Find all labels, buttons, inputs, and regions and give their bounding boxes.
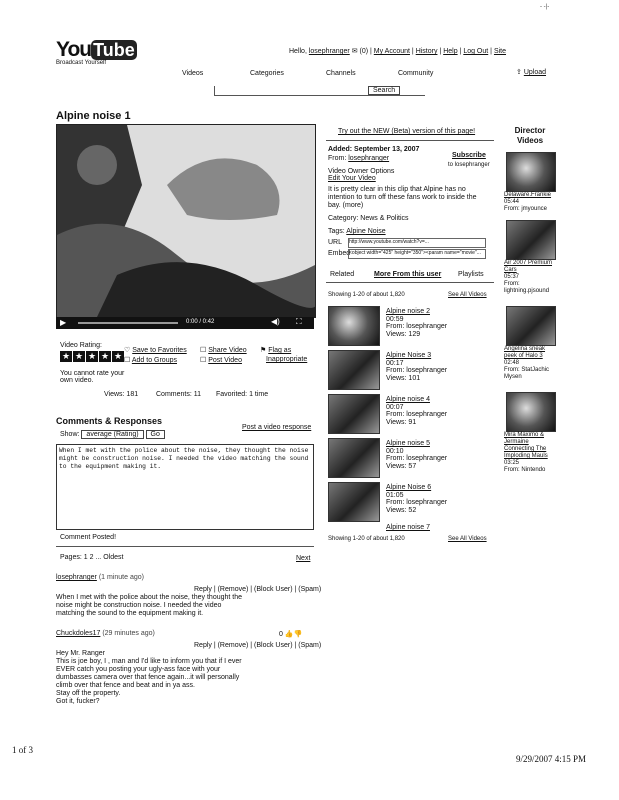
player-controls (56, 317, 314, 329)
tab-playlists[interactable]: Playlists (458, 271, 484, 278)
rating-note: You cannot rate your own video. (60, 370, 125, 384)
list-item: Angelina sneak peek of Halo 3 02:48 From: StatJachic Mysen (504, 346, 556, 381)
nav-videos[interactable]: Videos (182, 70, 204, 77)
next-link[interactable]: Next (296, 555, 311, 562)
comment-author[interactable]: losephranger (56, 574, 97, 581)
nav-community[interactable]: Community (398, 70, 434, 77)
star-icon[interactable]: ★ (61, 351, 71, 361)
related-title[interactable]: Alpine noise 5 (386, 440, 430, 447)
director-video-title[interactable]: Mira Maximo & Jermaine Connecting The Imploding Mauls (504, 432, 548, 459)
subscribe-to: to losephranger (448, 162, 490, 168)
show-select[interactable]: average (Rating) (81, 430, 143, 439)
post-response-link[interactable]: Post a video response (242, 424, 312, 431)
youtube-logo[interactable] (56, 38, 137, 66)
embed-field[interactable]: <object width="425" height="350"><param name="movie"... (348, 249, 486, 259)
new-version-link[interactable]: Try out the NEW (Beta) version of this page! (338, 128, 476, 135)
nav-channels[interactable]: Channels (326, 70, 356, 77)
video-description: It is pretty clear in this clip that Alpine has no intention to turn off these fans work to inside the bay. (more) (328, 186, 477, 209)
save-favorites-link[interactable]: ♡ Save to Favorites (124, 347, 187, 354)
post-icon: ☐ (200, 357, 207, 364)
comment-author[interactable]: Chuckdoles17 (56, 630, 101, 637)
list-item: Alpine noise 4 00:07 From: losephranger Views: 91 (386, 396, 448, 426)
upload-link[interactable] (516, 68, 546, 76)
comment-body: Hey Mr. Ranger This is joe boy, I , man and I'd like to inform you that if I ever EVER catch you posting your ugly-ass face with your dumbasses camera over that fence again...it will personally climb over that fence and beat and in ya ass. Stay off the property. Got it, fucker? (56, 650, 242, 705)
favorited-count: Favorited: 1 time (216, 391, 269, 398)
share-video-link[interactable]: ☐ Share Video (200, 347, 247, 354)
edit-video-link[interactable]: Edit Your Video (328, 175, 376, 182)
category: Category: News & Politics (328, 215, 409, 222)
related-title[interactable]: Alpine noise 7 (386, 524, 430, 531)
thumbs-icon[interactable]: 👍👎 (284, 631, 303, 638)
my-account-link[interactable]: My Account (373, 48, 410, 55)
username-link[interactable]: losephranger (308, 48, 350, 55)
embed-label: Embed (328, 250, 351, 257)
mail-icon[interactable]: ✉ (0) (351, 48, 369, 55)
search-button[interactable]: Search (368, 86, 400, 95)
comment-header (56, 574, 144, 581)
comment-posted-text: Comment Posted! (60, 534, 117, 541)
post-video-link[interactable]: ☐ Post Video (200, 357, 242, 364)
from-user-link[interactable]: losephranger (348, 155, 390, 162)
video-player[interactable] (56, 124, 316, 318)
comments-heading: Comments & Responses (56, 416, 163, 426)
subscribe-button[interactable]: Subscribe (452, 152, 486, 159)
star-icon[interactable]: ★ (100, 351, 110, 361)
star-icon[interactable]: ★ (74, 351, 84, 361)
comment-body: When I met with the police about the noise, they thought the noise might be construction noise. I needed the video matching the sound to the equipment making it. (56, 594, 243, 617)
show-filter (60, 431, 165, 438)
director-video-title[interactable]: Angelina sneak peek of Halo 3 (504, 346, 546, 359)
video-thumbnail[interactable] (328, 438, 380, 478)
related-title[interactable]: Alpine noise 2 (386, 308, 430, 315)
comment-age: (1 minute ago) (98, 574, 144, 581)
divider (56, 546, 314, 547)
history-link[interactable]: History (415, 48, 438, 55)
logo-tube: Tube (93, 40, 135, 60)
list-item: Alpine noise 5 00:10 From: losephranger Views: 57 (386, 440, 448, 470)
video-thumbnail[interactable] (328, 306, 380, 346)
related-footer-showing: Showing 1-20 of about 1,820 (328, 536, 405, 542)
divider (326, 140, 494, 141)
director-video-title[interactable]: Air 2007 Premium Cars (504, 260, 553, 273)
tag-link[interactable]: Alpine Noise (346, 228, 386, 235)
inappropriate-link[interactable]: Inappropriate (266, 356, 308, 363)
see-all-videos-footer-link[interactable]: See All Videos (448, 536, 487, 542)
logo-you: You (56, 38, 92, 61)
related-tabs (326, 268, 494, 283)
logo-tagline: Broadcast Yourself (56, 60, 107, 66)
comment-actions[interactable]: Reply | (Remove) | (Block User) | (Spam) (194, 586, 322, 593)
comment-age: (29 minutes ago) (102, 630, 155, 637)
see-all-videos-link[interactable]: See All Videos (448, 292, 487, 298)
heart-icon: ♡ (124, 347, 131, 354)
video-frame-image (57, 125, 315, 317)
director-heading: Director Videos (514, 126, 546, 145)
page-number: 1 of 3 (12, 745, 33, 755)
progress-bar[interactable] (78, 322, 178, 324)
list-item: Alpine Noise 3 00:17 From: losephranger Views: 101 (386, 352, 448, 382)
video-title: Alpine noise 1 (56, 110, 131, 122)
views-count: Views: 181 (104, 391, 139, 398)
greeting: Hello, (289, 48, 307, 55)
tags: Tags: Alpine Noise (328, 228, 386, 235)
fullscreen-icon[interactable]: ⛶ (296, 317, 302, 326)
star-icon[interactable]: ★ (113, 351, 123, 361)
rating-label: Video Rating: (60, 342, 102, 349)
add-groups-link[interactable]: ☐ Add to Groups (124, 357, 177, 364)
list-item (386, 524, 430, 532)
director-video-title[interactable]: Delaware.Frankie (504, 192, 552, 198)
video-thumbnail[interactable] (506, 392, 556, 432)
url-field[interactable]: http://www.youtube.com/watch?v=... (348, 238, 486, 248)
owner-options: Video Owner Options (328, 168, 395, 175)
video-thumbnail[interactable] (328, 394, 380, 434)
play-icon[interactable]: ▶ (60, 318, 67, 327)
flag-icon: ⚑ (260, 347, 267, 354)
related-title[interactable]: Alpine Noise 6 (386, 484, 432, 491)
logout-link[interactable]: Log Out (463, 48, 489, 55)
star-icon[interactable]: ★ (87, 351, 97, 361)
list-item: Delaware.Frankie 05:44 From: jmyounce (504, 192, 556, 213)
star-rating[interactable] (60, 351, 125, 362)
video-thumbnail[interactable] (328, 482, 380, 522)
video-thumbnail[interactable] (506, 220, 556, 260)
list-item: Alpine noise 2 00:59 From: losephranger Views: 129 (386, 308, 448, 338)
page-corner-mark: - -|- (540, 4, 550, 10)
list-item: Air 2007 Premium Cars 05:37 From: lightning.pjsound (504, 260, 556, 295)
list-item: Mira Maximo & Jermaine Connecting The Imploding Mauls 03:25 From: Nintendo (504, 432, 556, 474)
video-thumbnail[interactable] (506, 306, 556, 346)
volume-icon[interactable]: ◀) (271, 317, 280, 326)
time-display: 0:00 / 0:42 (186, 319, 215, 325)
from-line: From: losephranger (328, 155, 390, 162)
related-title[interactable]: Alpine noise 4 (386, 396, 430, 403)
go-button[interactable]: Go (146, 430, 165, 439)
nav-categories[interactable]: Categories (250, 70, 284, 77)
url-label: URL (328, 239, 343, 246)
site-link[interactable]: Site (493, 48, 507, 55)
show-label: Show: (60, 431, 80, 438)
tab-more-from-user[interactable]: More From this user (374, 271, 442, 278)
upload-icon: ⇪ (516, 69, 522, 76)
pagination[interactable]: Pages: 1 2 ... Oldest (60, 554, 124, 561)
comment-score: 0 👍👎 (279, 631, 303, 638)
flag-link[interactable]: ⚑ Flag as (260, 347, 292, 354)
added-date: Added: September 13, 2007 (328, 146, 420, 153)
groups-icon: ☐ (124, 357, 131, 364)
related-showing: Showing 1-20 of about 1,820 (328, 292, 405, 298)
help-link[interactable]: Help (443, 48, 458, 55)
share-icon: ☐ (200, 347, 207, 354)
user-bar: Hello, losephranger ✉ (0) | My Account | History | Help | Log Out | Site (289, 48, 507, 55)
list-item: Alpine Noise 6 01:05 From: losephranger Views: 52 (386, 484, 448, 514)
comments-count: Comments: 11 (156, 391, 201, 398)
video-thumbnail[interactable] (506, 152, 556, 192)
print-timestamp: 9/29/2007 4:15 PM (516, 754, 587, 764)
video-thumbnail[interactable] (328, 350, 380, 390)
comment-textarea[interactable]: When I met with the police about the noise, they thought the noise might be construction noise. I needed the video matching the sound to the equipment making it. (56, 444, 314, 530)
tab-related[interactable]: Related (330, 271, 355, 278)
comment-header (56, 630, 155, 637)
comment-actions[interactable]: Reply | (Remove) | (Block User) | (Spam) (194, 642, 322, 649)
related-title[interactable]: Alpine Noise 3 (386, 352, 432, 359)
upload-label: Upload (523, 69, 547, 76)
